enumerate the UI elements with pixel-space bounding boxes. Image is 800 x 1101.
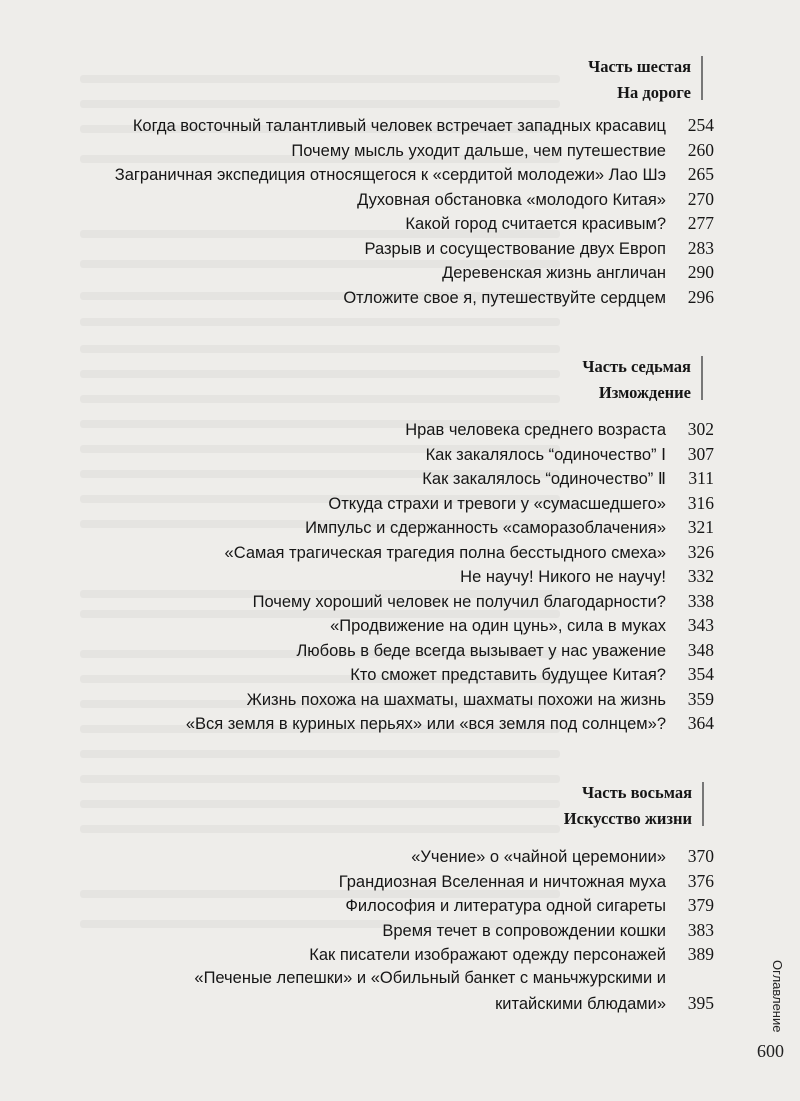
toc-entry[interactable] <box>34 689 714 714</box>
entry-page: 316 <box>687 492 714 513</box>
entry-title: «Учение» о «чайной церемонии» <box>411 848 666 866</box>
entry-title-line-2: китайскими блюдами» <box>495 995 666 1013</box>
entry-page: 379 <box>687 895 714 915</box>
entry-title: Философия и литература одной сигареты <box>345 897 666 915</box>
entry-title: Деревенская жизнь англичан <box>442 264 666 282</box>
toc-entry[interactable] <box>34 713 714 738</box>
part-title: На дороге <box>617 83 691 102</box>
entry-title: Импульс и сдержанность «саморазоблачения» <box>305 519 666 537</box>
entry-title: Нрав человека среднего возраста <box>405 421 666 439</box>
entry-title: Как закалялось “одиночество” Ⅱ <box>422 470 666 488</box>
toc-entry[interactable] <box>34 591 714 616</box>
entry-page: 321 <box>687 517 714 537</box>
entry-page: 290 <box>687 262 714 282</box>
toc-list-part-7 <box>34 419 714 738</box>
entry-title: Любовь в беде всегда вызывает у нас уважение <box>296 641 666 660</box>
entry-title: Как писатели изображают одежду персонажей <box>309 946 666 964</box>
entry-title: «Вся земля в куриных перьях» или «вся земля под солнцем»? <box>185 715 666 733</box>
heading-rule <box>701 56 703 100</box>
part-heading-6 <box>588 54 691 106</box>
part-title: Искусство жизни <box>563 809 692 828</box>
toc-entry[interactable] <box>34 566 714 591</box>
toc-entry[interactable] <box>34 262 714 287</box>
entry-title: Кто сможет представить будущее Китая? <box>350 666 666 684</box>
entry-title: «Продвижение на один цунь», сила в муках <box>330 617 666 635</box>
toc-entry[interactable] <box>34 517 714 542</box>
toc-entry[interactable] <box>34 164 714 189</box>
toc-entry[interactable] <box>34 615 714 640</box>
part-title: Измождение <box>598 383 691 402</box>
entry-page: 326 <box>687 541 714 562</box>
toc-entry[interactable] <box>34 238 714 263</box>
toc-entry[interactable] <box>34 920 714 945</box>
entry-page: 302 <box>687 419 714 439</box>
toc-entry[interactable] <box>34 846 714 871</box>
entry-page: 359 <box>687 688 714 709</box>
entry-title: Когда восточный талантливый человек встречает западных красавиц <box>132 117 666 135</box>
page-number: 009 <box>757 1041 784 1061</box>
entry-title: Жизнь похожа на шахматы, шахматы похожи на жизнь <box>246 690 666 709</box>
part-number: Часть седьмая <box>582 357 691 376</box>
toc-entry[interactable] <box>34 664 714 689</box>
entry-page: 389 <box>687 944 714 964</box>
toc-entry[interactable] <box>34 419 714 444</box>
entry-title: Не научу! Никого не научу! <box>460 568 666 586</box>
entry-title: Как закалялось “одиночество” Ⅰ <box>425 445 666 464</box>
toc-entry[interactable] <box>34 895 714 920</box>
entry-page: 307 <box>687 443 714 464</box>
toc-list-part-6 <box>34 115 714 311</box>
entry-page: 343 <box>687 615 714 635</box>
toc-entry[interactable] <box>34 213 714 238</box>
entry-title: Духовная обстановка «молодого Китая» <box>357 190 666 209</box>
entry-page: 311 <box>688 468 714 488</box>
toc-entry[interactable] <box>34 444 714 469</box>
entry-page: 376 <box>687 870 714 891</box>
toc-entry[interactable] <box>34 287 714 312</box>
heading-rule <box>702 782 704 826</box>
entry-title: Отложите свое я, путешествуйте сердцем <box>343 288 666 307</box>
entry-page: 338 <box>687 590 714 611</box>
part-heading-8 <box>564 780 692 832</box>
entry-title: Время течет в сопровождении кошки <box>382 921 666 940</box>
entry-title: «Самая трагическая трагедия полна бесстыдного смеха» <box>224 543 666 562</box>
toc-entry[interactable] <box>34 871 714 896</box>
entry-page: 296 <box>687 286 714 307</box>
toc-entry[interactable] <box>34 944 714 969</box>
entry-title: Разрыв и сосуществование двух Европ <box>364 239 666 258</box>
toc-list-part-8 <box>34 846 714 1018</box>
toc-entry[interactable] <box>34 140 714 165</box>
entry-title: Какой город считается красивым? <box>405 215 666 233</box>
toc-entry[interactable] <box>34 115 714 140</box>
running-head-label: Оглавление <box>770 960 785 1033</box>
entry-page: 370 <box>687 846 714 866</box>
entry-title: Грандиозная Вселенная и ничтожная муха <box>338 872 666 891</box>
entry-page: 364 <box>687 713 714 733</box>
entry-page: 254 <box>687 115 714 135</box>
toc-entry-two-line[interactable] <box>34 969 714 1018</box>
toc-entry[interactable] <box>34 468 714 493</box>
toc-entry[interactable] <box>34 640 714 665</box>
entry-page: 265 <box>687 164 714 184</box>
toc-entry[interactable] <box>34 542 714 567</box>
entry-page: 270 <box>687 188 714 209</box>
entry-page: 283 <box>687 237 714 258</box>
entry-page: 348 <box>687 639 714 660</box>
entry-page: 332 <box>687 566 714 586</box>
entry-title-line-1: «Печеные лепешки» и «Обильный банкет с маньчжурскими и <box>194 968 666 987</box>
entry-page: 383 <box>687 919 714 940</box>
heading-rule <box>701 356 703 400</box>
entry-title: Почему мысль уходит дальше, чем путешествие <box>291 141 666 160</box>
entry-page: 260 <box>687 139 714 160</box>
part-number: Часть шестая <box>588 57 691 76</box>
part-number: Часть восьмая <box>581 783 692 802</box>
toc-entry[interactable] <box>34 189 714 214</box>
entry-page: 395 <box>687 993 714 1013</box>
entry-title: Почему хороший человек не получил благодарности? <box>252 592 666 611</box>
entry-page: 277 <box>687 213 714 233</box>
entry-title: Откуда страхи и тревоги у «сумасшедшего» <box>328 494 666 513</box>
toc-entry[interactable] <box>34 493 714 518</box>
part-heading-7 <box>582 354 691 406</box>
entry-page: 354 <box>687 664 714 684</box>
entry-title: Заграничная экспедиция относящегося к «сердитой молодежи» Лао Шэ <box>114 166 666 184</box>
